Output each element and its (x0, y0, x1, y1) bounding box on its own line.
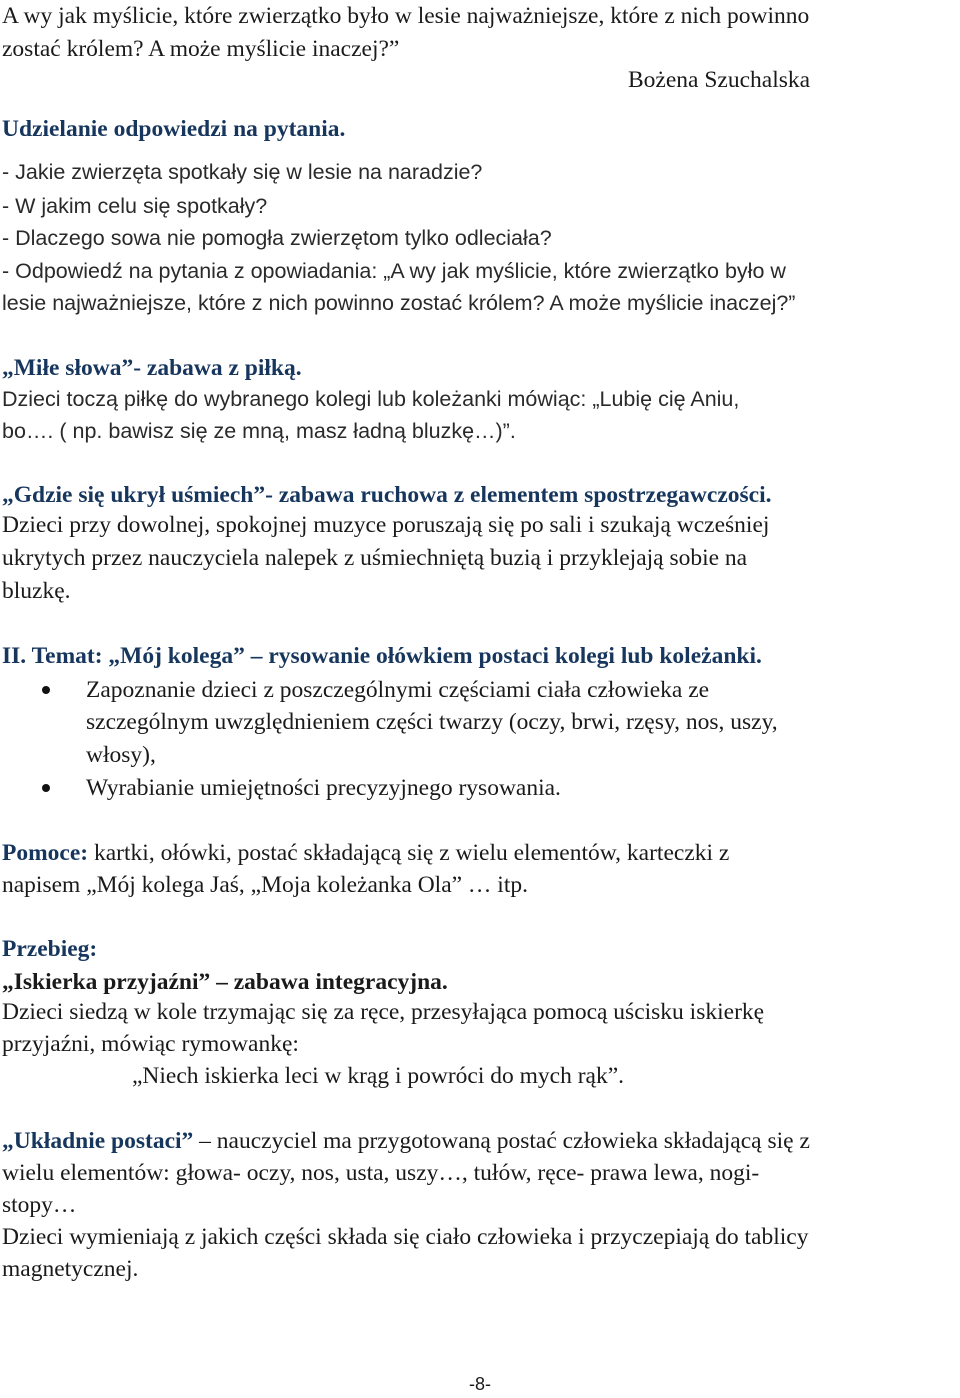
iskierka-line-1: Dzieci siedzą w kole trzymając się za ręce, przesyłająca pomocą uścisku iskierkę (2, 999, 765, 1025)
postaci-line-2: wielu elementów: głowa- oczy, nos, usta, uszy…, tułów, ręce- prawa lewa, nogi- (2, 1160, 760, 1186)
bullet-icon (42, 686, 50, 694)
iskierka-line-2: przyjaźni, mówiąc rymowankę: (2, 1031, 299, 1057)
temat-title: II. Temat: „Mój kolega” – rysowanie ołówkiem postaci kolegi lub koleżanki. (2, 643, 762, 669)
usmiech-line-1: Dzieci przy dowolnej, spokojnej muzyce poruszają się po sali i szukają wcześniej (2, 512, 770, 538)
usmiech-line-2: ukrytych przez nauczyciela nalepek z uśmiechniętą buzią i przyklejają sobie na (2, 545, 748, 571)
postaci-line-3: stopy… (2, 1192, 77, 1218)
iskierka-title: „Iskierka przyjaźni” – zabawa integracyjna. (2, 969, 448, 995)
mile-slowa-title: „Miłe słowa”- zabawa z piłką. (2, 355, 302, 381)
postaci-line-5: magnetycznej. (2, 1256, 139, 1282)
author-name: Bożena Szuchalska (628, 67, 811, 93)
usmiech-line-3: bluzkę. (2, 578, 71, 604)
mile-slowa-line-2: bo…. ( np. bawisz się ze mną, masz ładną bluzkę…)”. (2, 419, 516, 443)
question-4-line-2: lesie najważniejsze, które z nich powinno zostać królem? A może myślicie inaczej?” (2, 291, 796, 315)
temat-bullet-1-line-3: włosy), (86, 742, 156, 768)
postaci-line-1 (2, 1125, 810, 1157)
przebieg-label: Przebieg: (2, 936, 98, 962)
pomoce-label: Pomoce: (2, 840, 89, 866)
usmiech-title: „Gdzie się ukrył uśmiech”- zabawa ruchowa z elementem spostrzegawczości. (2, 482, 772, 508)
iskierka-rhyme: „Niech iskierka leci w krąg i powróci do mych rąk”. (132, 1063, 625, 1089)
question-4-line-1: - Odpowiedź na pytania z opowiadania: „A wy jak myślicie, które zwierzątko było w (2, 259, 786, 283)
page-number: -8- (469, 1374, 491, 1394)
pomoce-text-1: kartki, ołówki, postać składającą się z wielu elementów, karteczki z (88, 840, 730, 866)
question-3: - Dlaczego sowa nie pomogła zwierzętom tylko odleciała? (2, 226, 552, 250)
question-1: - Jakie zwierzęta spotkały się w lesie na naradzie? (2, 160, 483, 184)
question-2: - W jakim celu się spotkały? (2, 194, 268, 218)
temat-bullet-1-line-1: Zapoznanie dzieci z poszczególnymi częściami ciała człowieka ze (86, 677, 710, 703)
postaci-title: „Układnie postaci” (2, 1128, 194, 1154)
mile-slowa-line-1: Dzieci toczą piłkę do wybranego kolegi lub koleżanki mówiąc: „Lubię cię Aniu, (2, 387, 740, 411)
postaci-line-4: Dzieci wymieniają z jakich części składa się ciało człowieka i przyczepiają do tablicy (2, 1224, 809, 1250)
intro-line-1: A wy jak myślicie, które zwierzątko było w lesie najważniejsze, które z nich powinno (2, 3, 810, 29)
temat-bullet-1-line-2: szczególnym uwzględnieniem części twarzy (oczy, brwi, rzęsy, nos, uszy, (86, 709, 778, 735)
questions-heading: Udzielanie odpowiedzi na pytania. (2, 116, 346, 142)
postaci-text-1: – nauczyciel ma przygotowaną postać człowieka składającą się z (193, 1128, 810, 1154)
pomoce-line-1 (2, 837, 729, 869)
temat-bullet-2: Wyrabianie umiejętności precyzyjnego rysowania. (86, 775, 561, 801)
bullet-icon (42, 784, 50, 792)
intro-line-2: zostać królem? A może myślicie inaczej?” (2, 36, 400, 62)
pomoce-line-2: napisem „Mój kolega Jaś, „Moja koleżanka Ola” … itp. (2, 872, 528, 898)
